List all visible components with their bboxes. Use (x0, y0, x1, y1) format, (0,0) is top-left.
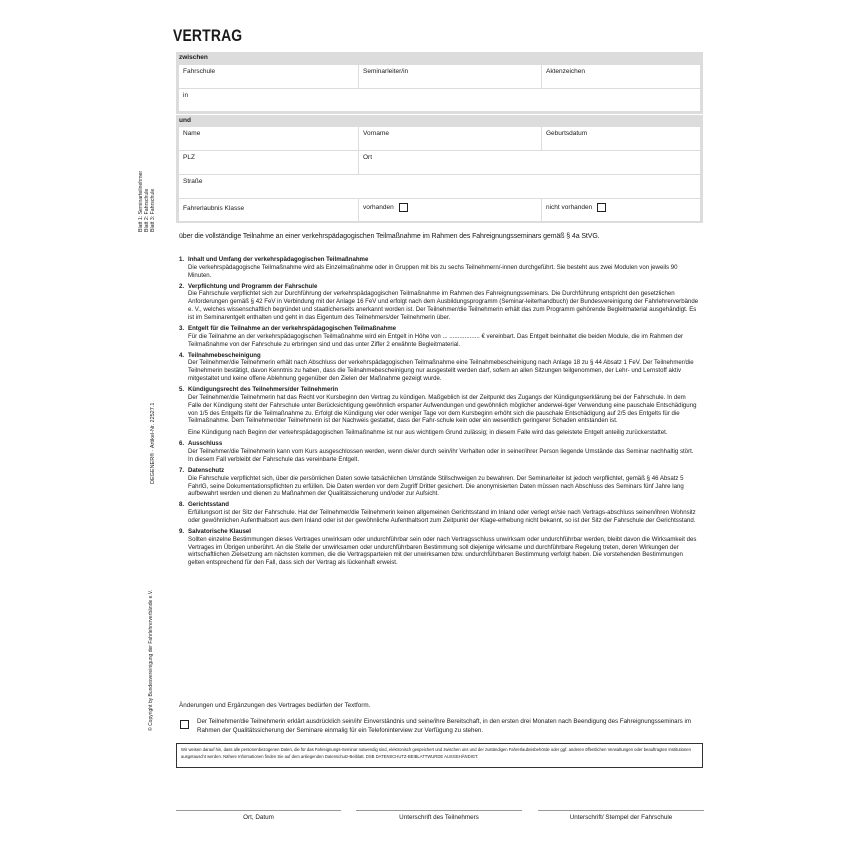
clause-heading: Ausschluss (188, 440, 223, 448)
clause-heading: Datenschutz (188, 466, 225, 474)
strasse-field[interactable] (179, 175, 700, 198)
ort-label: Ort (363, 154, 373, 161)
seminarleiter-label: Seminarleiter/in (363, 68, 409, 75)
clause (179, 467, 699, 498)
in-field[interactable] (179, 89, 700, 111)
clause-text: Die verkehrspädagogische Teilmaßnahme wird als Einzelmaßnahme oder in Gruppen mit bis zu sechs Teilnehmern/-innen durchgeführt. Sie besteht aus zwei Modulen von jeweils 90 Minuten. (188, 263, 678, 279)
klasse-label: Fahrerlaubnis Klasse (183, 205, 245, 212)
plz-label: PLZ (183, 154, 195, 161)
amendments-note: Änderungen und Ergänzungen des Vertrages bedürfen der Textform. (179, 702, 371, 709)
vorhanden-checkbox[interactable] (399, 203, 408, 212)
clause-heading: Verpflichtung und Programm der Fahrschule (188, 282, 318, 290)
license-row (179, 199, 700, 221)
clause-number: 5. (179, 386, 185, 394)
interview-consent (179, 717, 699, 735)
seminarleiter-field[interactable] (359, 65, 542, 88)
clause-number: 6. (179, 440, 185, 448)
geburtsdatum-label: Geburtsdatum (546, 130, 588, 137)
participant-signature-line[interactable] (356, 810, 522, 811)
clause (179, 501, 699, 524)
participant-signature-label: Unterschrift des Teilnehmers (399, 814, 479, 821)
contract-clauses (179, 256, 699, 570)
nicht-vorhanden-label: nicht vorhanden (546, 204, 593, 212)
school-signature-line[interactable] (538, 810, 704, 811)
clause-heading: Gerichtsstand (188, 501, 229, 509)
copy-line: Blatt 2: Fahrschule (144, 188, 150, 232)
clause-text: Der Teilnehmer/die Teilnehmerin erhält nach Abschluss der verkehrspädagogischen Teilmaßnahme eine Teilnahmebescheinigung nach Anlage 18 zu § 44 Absatz 1 FeV. Der Teilnehmer/die Teilnehmerin bestätigt, davon Kenntnis zu haben, dass die Teilnahmebescheinigung nur ausgestellt werden darf, sofern an allen Sitzungen teilgenommen, der Lehr- und Lernstoff aktiv mitgestaltet und keine offene Ablehnung gegenüber den Zielen der Maßnahme gezeigt wurde. (188, 359, 694, 383)
clause-number: 3. (179, 324, 185, 332)
school-row (179, 65, 700, 88)
aktenzeichen-field[interactable] (542, 65, 700, 88)
clause-number: 7. (179, 466, 185, 474)
nicht-vorhanden-checkbox[interactable] (597, 203, 606, 212)
ort-field[interactable] (359, 151, 700, 174)
clause (179, 386, 699, 437)
street-row (179, 175, 700, 198)
aktenzeichen-label: Aktenzeichen (546, 68, 586, 75)
copyright-note: © Copyright by Bundesvereinigung der Fahrlehrerverbände e.V. (148, 589, 154, 731)
name-field[interactable] (179, 127, 359, 150)
clause-heading: Salvatorische Klausel (188, 528, 251, 536)
clause-text-continued: Eine Kündigung nach Beginn der verkehrspädagogischen Teilmaßnahme ist nur aus wichtigem Grund zulässig; in diesem Falle wird das geleistete Entgelt anteilig zurückerstattet. (188, 429, 668, 437)
strasse-label: Straße (183, 178, 203, 185)
clause-number: 1. (179, 256, 185, 263)
name-label: Name (183, 130, 201, 137)
clause-number: 9. (179, 528, 185, 536)
klasse-field[interactable] (179, 199, 359, 221)
clause-text: Sollten einzelne Bestimmungen dieses Vertrages unwirksam oder undurchführbar sein oder nach Vertragsschluss unwirksam oder undurchführbar werden, bleibt davon die Wirksamkeit des Vertrages im Übrigen unberührt. An die Stelle der unwirksamen oder undurchführbaren Bestimmung soll diejenige wirksame und durchführbare Regelung treten, deren Wirkungen der wirtschaftlichen Zielsetzung am nächsten kommen, die die Vertragsparteien mit der unwirksamen bzw. undurchführbaren Bestimmung verfolgt haben. Die vorstehenden Bestimmungen gelten entsprechend für den Fall, dass sich der Vertrag als lückenhaft erweist. (188, 535, 697, 567)
clause-text: Die Fahrschule verpflichtet sich, über die persönlichen Daten sowie tatsächlichen Umstände Stillschweigen zu bewahren. Der Seminarleiter ist jedoch verpflichtet, gemäß § 46 Absatz 5 FahrlG, seine Dokumentationspflichten zu erfüllen. Die Daten werden vor dem Zugriff Dritter gesichert. Die anonymisierten Daten müssen nach Abschluss des Seminars fünf Jahre lang aufbewahrt werden und dienen zu Maßnahmen der Qualitätssicherung und/oder zur Aufsicht. (188, 474, 684, 498)
clause-number: 4. (179, 351, 185, 359)
geburtsdatum-field[interactable] (542, 127, 700, 150)
and-heading: und (179, 117, 191, 124)
clause-number: 2. (179, 282, 185, 290)
clause-heading: Teilnahmebescheinigung (188, 351, 261, 359)
privacy-notice-text: Wir weisen darauf hin, dass alle personenbezogenen Daten, die für das Fahreignungs-Seminar notwendig sind, elektronisch gespeichert und zwischen uns und der zuständigen Fahrerlaubnisbehörde oder ggf. anderen öffentlichen Verwaltungen oder beauftragten Institutionen ausgetauscht werden. Nähere Informationen finden Sie auf dem anliegenden Datenschutz-Beiblatt. DSB DATENSCHUTZ-BEIBLATTWURDE AUSGEHÄNDIGT. (181, 747, 691, 759)
vorhanden-label: vorhanden (363, 204, 394, 212)
copy-line: Blatt 3: Fahrschule (150, 188, 156, 232)
between-heading: zwischen (179, 54, 208, 61)
copy-line: Blatt 1: Seminarteilnehmer (138, 170, 144, 232)
copy-distribution-note (138, 162, 156, 232)
clause-text: Die Fahrschule verpflichtet sich zur Durchführung der verkehrspädagogischen Teilmaßnahme im Rahmen des Fahreignungsseminars. Die Durchführung entspricht den gesetzlichen Anforderungen gemäß § 42 FeV in Verbindung mit der Anlage 16 FeV und erfolgt nach dem Ausbildungsprogramm (Seminar-leiterhandbuch) der Bundesvereinigung der Fahrlehrerverbände e. V., welches wissenschaftlich begründet und staatlicherseits anerkannt worden ist. Der Teilnehmer/die Teilnehmerin erhält das zum Programm gehörende Begleitmaterial ausgehändigt. Es ist im Seminarentgelt enthalten und geht in das Eigentum des Teilnehmers/der Teilnehmerin über. (188, 290, 699, 321)
clause (179, 325, 699, 348)
clause-text: Der Teilnehmer/die Teilnehmerin hat das Recht vor Kursbeginn den Vertrag zu kündigen. Maßgeblich ist der Zeitpunkt des Zugangs der Kündigungserklärung bei der Fahrschule. In dem Falle der Kündigung steht der Fahrschule unter Berücksichtigung gewöhnlich ersparter Aufwendungen und gewöhnlich möglicher anderwei-tiger Verwendung eine pauschale Entschädigung von 1/5 des Entgelts für die Teilmaßnahme zu. Erfolgt die Kündigung vier oder weniger Tage vor dem Kursbeginn erhöht sich die pauschale Entschädigung auf 2/5 des Entgelts für die Teilmaßnahme. Dem Teilnehmer/der Teilnehmerin ist der Nachweis gestattet, dass der Fahr-schule kein oder ein wesentlich geringerer Schaden entstanden ist. (188, 393, 697, 425)
nicht-vorhanden-option (542, 199, 700, 221)
contract-intro: über die vollständige Teilnahme an einer verkehrspädagogischen Teilmaßnahme im Rahmen des Fahreignungsseminars gemäß § 4a StVG. (179, 233, 600, 240)
driving-school-section (176, 52, 703, 114)
privacy-notice (176, 743, 703, 768)
clause-heading: Entgelt für die Teilnahme an der verkehrspädagogischen Teilmaßnahme (188, 324, 397, 332)
vorname-field[interactable] (359, 127, 542, 150)
vorhanden-option (359, 199, 542, 221)
city-row (179, 151, 700, 174)
clause-text: Für die Teilnahme an der verkehrspädagogischen Teilmaßnahme wird ein Entgelt in Höhe von ... .................. € vereinbart. Das Entgelt beinhaltet die beiden Module, die im Rahmen der Teilmaßnahme von der Fahrschule zu erbringen sind und das unter Ziffer 2 erwähnte Begleitmaterial. (188, 332, 683, 348)
clause-text: Erfüllungsort ist der Sitz der Fahrschule. Hat der Teilnehmer/die Teilnehmerin keinen allgemeinen Gerichtsstand im Inland oder verlegt er/sie nach Vertrags-abschluss seinen/ihren Wohnsitz oder gewöhnlichen Aufenthaltsort aus dem Inland oder ist der gewöhnliche Aufenthaltsort zum Zeitpunkt der Klage-erhebung nicht bekannt, so ist der Sitz der Fahrschule der Gerichtsstand. (188, 509, 696, 524)
fahrschule-label: Fahrschule (183, 68, 216, 75)
document-title: VERTRAG (173, 26, 243, 45)
fahrschule-field[interactable] (179, 65, 359, 88)
clause (179, 528, 699, 567)
clause (179, 283, 699, 322)
clause (179, 440, 699, 463)
location-row (179, 89, 700, 111)
clause-heading: Inhalt und Umfang der verkehrspädagogischen Teilmaßnahme (188, 256, 369, 263)
article-reference: DEGENER® · Artikel-Nr. 22527.1 (150, 402, 156, 484)
clause-number: 8. (179, 501, 185, 509)
place-date-label: Ort, Datum (243, 814, 274, 821)
consent-checkbox[interactable] (180, 720, 189, 729)
clause (179, 256, 699, 279)
name-row (179, 127, 700, 150)
vorname-label: Vorname (363, 130, 390, 137)
consent-text: Der Teilnehmer/die Teilnehmerin erklärt ausdrücklich sein/ihr Einverständnis und seine/ihre Bereitschaft, in den ersten drei Monaten nach Beendigung des Fahreignungsseminars im Rahmen der Qualitätssicherung der Seminare einmalig für ein Telefoninterview zur Verfügung zu stehen. (197, 718, 692, 734)
plz-field[interactable] (179, 151, 359, 174)
clause (179, 352, 699, 383)
clause-text: Der Teilnehmer/die Teilnehmerin kann vom Kurs ausgeschlossen werden, wenn die/er durch sein/ihr Verhalten oder in seiner/ihrer Person liegende Umstände das Seminar nachhaltig stört. In diesem Fall verbleibt der Fahrschule das vereinbarte Entgelt. (188, 448, 694, 463)
school-signature-label: Unterschrift/ Stempel der Fahrschule (569, 814, 673, 821)
place-date-line[interactable] (176, 810, 341, 811)
participant-section (176, 115, 703, 223)
clause-heading: Kündigungsrecht des Teilnehmers/der Teilnehmerin (188, 386, 339, 394)
in-label: in (183, 92, 189, 99)
